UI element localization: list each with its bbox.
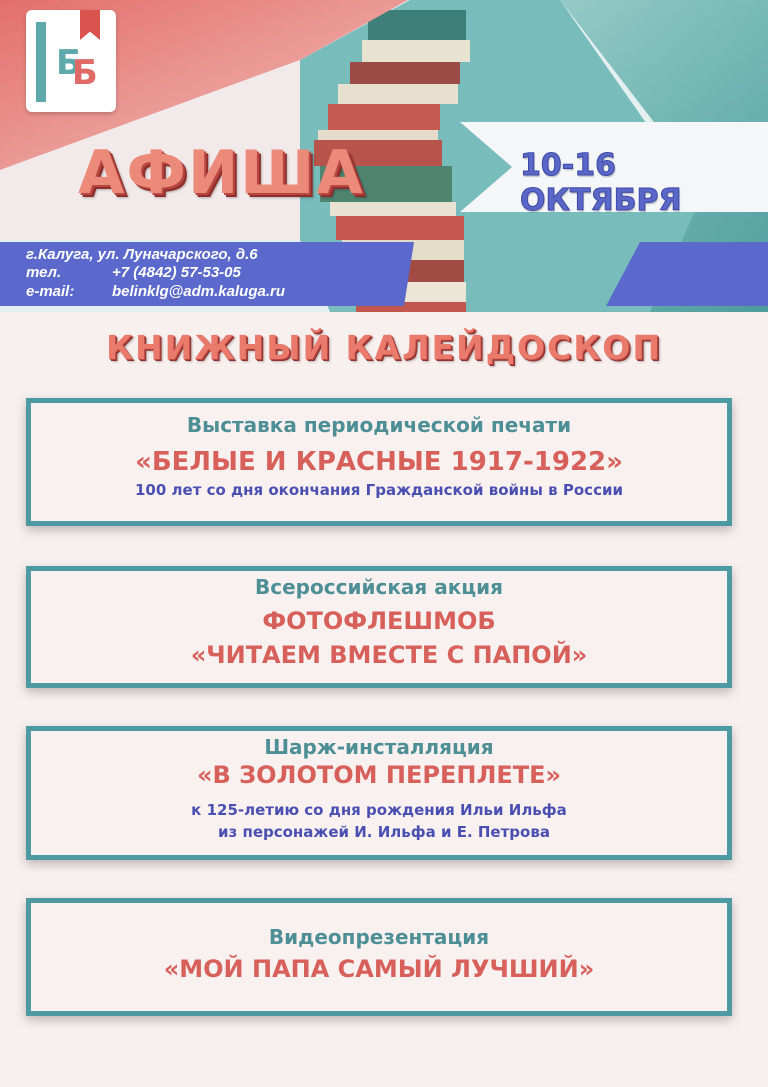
email-line — [26, 283, 285, 300]
address-text: г.Калуга, ул. Луначарского, д.6 — [26, 246, 258, 263]
phone-line — [26, 264, 241, 281]
phone-label: тел. — [26, 264, 62, 281]
event-card-exhibition — [26, 398, 732, 526]
event-name: «МОЙ ПАПА САМЫЙ ЛУЧШИЙ» — [163, 955, 595, 983]
event-subtitle-line-2: из персонажей И. Ильфа и Е. Петрова — [218, 823, 550, 841]
event-dates: 10-16 ОКТЯБРЯ — [520, 148, 682, 218]
email-address: belinklg@adm.kaluga.ru — [112, 283, 285, 300]
event-subtitle-line-1: к 125-летию со дня рождения Ильи Ильфа — [191, 801, 567, 819]
event-name-secondary: «ЧИТАЕМ ВМЕСТЕ С ПАПОЙ» — [190, 641, 588, 669]
header — [0, 0, 768, 312]
phone-number: +7 (4842) 57-53-05 — [112, 264, 241, 281]
event-type: Шарж-инсталляция — [264, 735, 494, 759]
book-logo-icon: ББ — [56, 43, 98, 93]
event-subtitle: 100 лет со дня окончания Гражданской войны в России — [135, 481, 623, 499]
section-title: КНИЖНЫЙ КАЛЕЙДОСКОП — [106, 328, 662, 367]
event-name: «В ЗОЛОТОМ ПЕРЕПЛЕТЕ» — [196, 761, 562, 789]
logo-spine — [36, 22, 46, 102]
event-name: «БЕЛЫЕ И КРАСНЫЕ 1917-1922» — [135, 447, 623, 477]
email-label: e-mail: — [26, 283, 75, 300]
logo-ribbon — [80, 10, 100, 40]
event-name: ФОТОФЛЕШМОБ — [262, 607, 496, 635]
poster-title: АФИША — [78, 138, 365, 208]
event-type: Всероссийская акция — [255, 575, 503, 599]
event-type: Видеопрезентация — [268, 925, 490, 949]
event-card-videopresentation — [26, 898, 732, 1016]
library-logo — [26, 10, 116, 112]
event-card-photoflashmob — [26, 566, 732, 688]
event-card-installation — [26, 726, 732, 860]
event-type: Выставка периодической печати — [186, 413, 572, 437]
